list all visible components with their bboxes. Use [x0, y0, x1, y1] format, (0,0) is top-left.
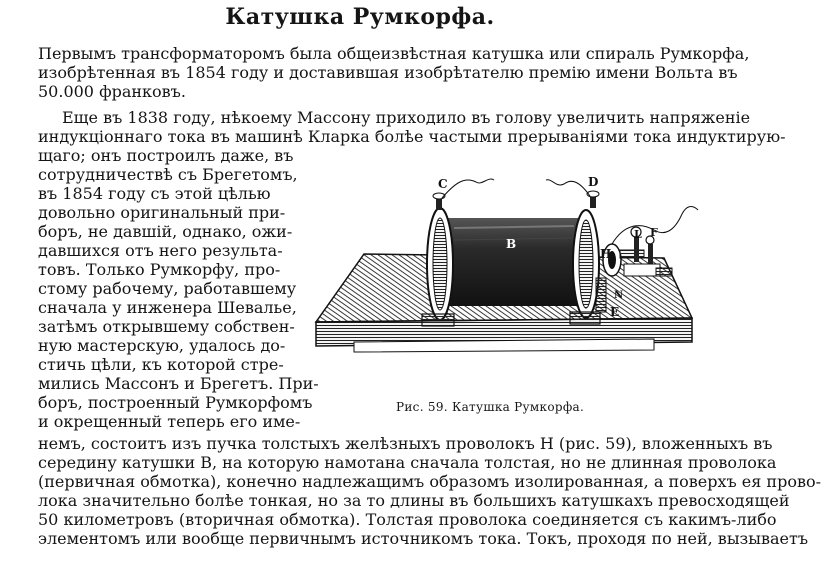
text-line: боръ, построенный Румкорфомъ [38, 393, 313, 412]
figure-label: E [610, 305, 620, 319]
text-line: немъ, состоитъ изъ пучка толстыхъ желѣзныхъ проволокъ H (рис. 59), вложенныхъ въ [38, 434, 773, 453]
text-line: давшихся отъ него результа- [38, 241, 283, 260]
figure-caption: Рис. 59. Катушка Румкорфа. [396, 400, 585, 414]
text-line: Первымъ трансформаторомъ была общеизвѣстная катушка или спираль Румкорфа, [38, 44, 750, 63]
text-line: (первичная обмотка), конечно надлежащимъ образомъ изолированная, а поверхъ ея прово- [38, 472, 821, 491]
text-line: затѣмъ открывшему собствен- [38, 317, 295, 336]
text-line: элементомъ или вообще первичнымъ источникомъ тока. Токъ, проходя по ней, вызываетъ [38, 529, 809, 548]
figure-label: H [600, 247, 612, 261]
figure-label: L [634, 228, 642, 241]
text-line: стичь цѣли, къ которой стре- [38, 355, 284, 374]
text-line: сначала у инженера Шевалье, [38, 298, 297, 317]
text-line: середину катушки B, на которую намотана сначала толстая, но не длинная проволока [38, 453, 777, 472]
text-line: изобрѣтенная въ 1854 году и доставившая изобрѣтателю премію имени Вольта въ [38, 63, 738, 82]
coil-illustration [294, 174, 700, 394]
text-line: стому рабочему, работавшему [38, 279, 297, 298]
text-line: въ 1854 году съ этой цѣлью [38, 184, 271, 203]
figure-label: C [438, 177, 448, 191]
text-line: лока значительно болѣе тонкая, но за то длины въ большихъ катушкахъ превосходящей [38, 491, 790, 510]
page-title: Катушка Румкорфа. [225, 4, 495, 30]
figure-label: B [506, 237, 517, 251]
text-line: и окрещенный теперь его име- [38, 412, 301, 431]
text-line: 50 километровъ (вторичная обмотка). Толстая проволока соединяется съ какимъ-либо [38, 510, 777, 529]
text-line: 50.000 франковъ. [38, 82, 186, 101]
text-line: щаго; онъ построилъ даже, въ [38, 146, 294, 165]
text-line: довольно оригинальный при- [38, 203, 286, 222]
text-line: ную мастерскую, удалось до- [38, 336, 286, 355]
terminal-posts [433, 179, 599, 210]
text-line: мились Массонъ и Брегетъ. При- [38, 374, 319, 393]
figure-label: D [588, 175, 599, 189]
text-line: сотрудничествѣ съ Брегетомъ, [38, 165, 298, 184]
figure-label: N [614, 290, 624, 301]
text-line: товъ. Только Румкорфу, про- [38, 260, 281, 279]
secondary-coil [434, 218, 584, 306]
figure-label: F [650, 226, 658, 239]
text-line: боръ, не давшій, однако, ожи- [38, 222, 293, 241]
text-line: Еще въ 1838 году, нѣкоему Массону приходило въ голову увеличить напряженіе [62, 108, 751, 127]
text-line: индукціоннаго тока въ машинѣ Кларка болѣе частыми прерываніями тока индуктирую- [38, 127, 786, 146]
